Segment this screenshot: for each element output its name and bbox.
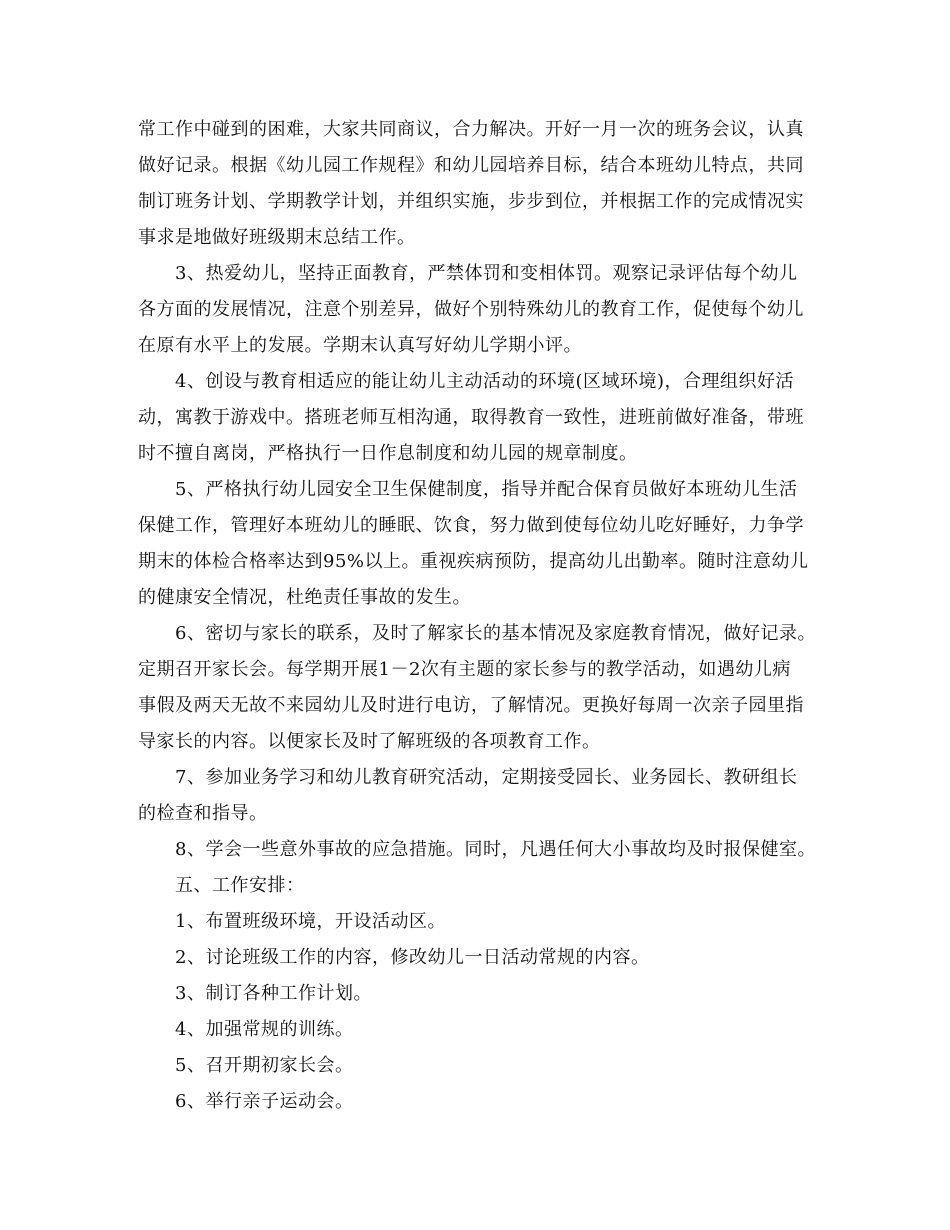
text-line: 事假及两天无故不来园幼儿及时进行电访，了解情况。更换好每周一次亲子园里指	[138, 695, 804, 716]
text-line: 6、密切与家长的联系，及时了解家长的基本情况及家庭教育情况，做好记录。	[175, 623, 816, 644]
text-line: 1、布置班级环境，开设活动区。	[175, 911, 446, 932]
text-line: 定期召开家长会。每学期开展1－2次有主题的家长参与的教学活动，如遇幼儿病	[138, 659, 791, 680]
document-body	[138, 112, 828, 1120]
text-line: 5、召开期初家长会。	[175, 1055, 354, 1076]
text-line: 8、学会一些意外事故的应急措施。同时，凡遇任何大小事故均及时报保健室。	[175, 839, 816, 860]
text-line: 动，寓教于游戏中。搭班老师互相沟通，取得教育一致性，进班前做好准备，带班	[138, 407, 804, 428]
text-line: 各方面的发展情况，注意个别差异，做好个别特殊幼儿的教育工作，促使每个幼儿	[138, 299, 804, 320]
text-line: 的检查和指导。	[138, 803, 268, 824]
text-line: 3、热爱幼儿，坚持正面教育，严禁体罚和变相体罚。观察记录评估每个幼儿	[175, 263, 798, 284]
text-line: 的健康安全情况，杜绝责任事故的发生。	[138, 587, 471, 608]
text-line: 3、制订各种工作计划。	[175, 983, 372, 1004]
text-line: 4、加强常规的训练。	[175, 1019, 354, 1040]
text-line: 五、工作安排：	[175, 875, 305, 896]
text-line: 5、严格执行幼儿园安全卫生保健制度，指导并配合保育员做好本班幼儿生活	[175, 479, 798, 500]
text-line: 4、创设与教育相适应的能让幼儿主动活动的环境(区域环境)，合理组织好活	[175, 371, 794, 392]
text-line: 7、参加业务学习和幼儿教育研究活动，定期接受园长、业务园长、教研组长	[175, 767, 798, 788]
text-line: 做好记录。根据《幼儿园工作规程》和幼儿园培养目标，结合本班幼儿特点，共同	[138, 155, 804, 176]
text-line: 保健工作，管理好本班幼儿的睡眠、饮食，努力做到使每位幼儿吃好睡好，力争学	[138, 515, 804, 536]
text-line: 事求是地做好班级期末总结工作。	[138, 227, 416, 248]
text-line: 在原有水平上的发展。学期末认真写好幼儿学期小评。	[138, 335, 582, 356]
text-line: 2、讨论班级工作的内容，修改幼儿一日活动常规的内容。	[175, 947, 650, 968]
text-line: 6、举行亲子运动会。	[175, 1091, 354, 1112]
text-line: 导家长的内容。以便家长及时了解班级的各项教育工作。	[138, 731, 601, 752]
text-line: 常工作中碰到的困难，大家共同商议，合力解决。开好一月一次的班务会议，认真	[138, 119, 804, 140]
text-line: 期末的体检合格率达到95%以上。重视疾病预防，提高幼儿出勤率。随时注意幼儿	[138, 551, 809, 572]
text-line: 制订班务计划、学期教学计划，并组织实施，步步到位，并根据工作的完成情况实	[138, 191, 804, 212]
text-line: 时不擅自离岗，严格执行一日作息制度和幼儿园的规章制度。	[138, 443, 638, 464]
